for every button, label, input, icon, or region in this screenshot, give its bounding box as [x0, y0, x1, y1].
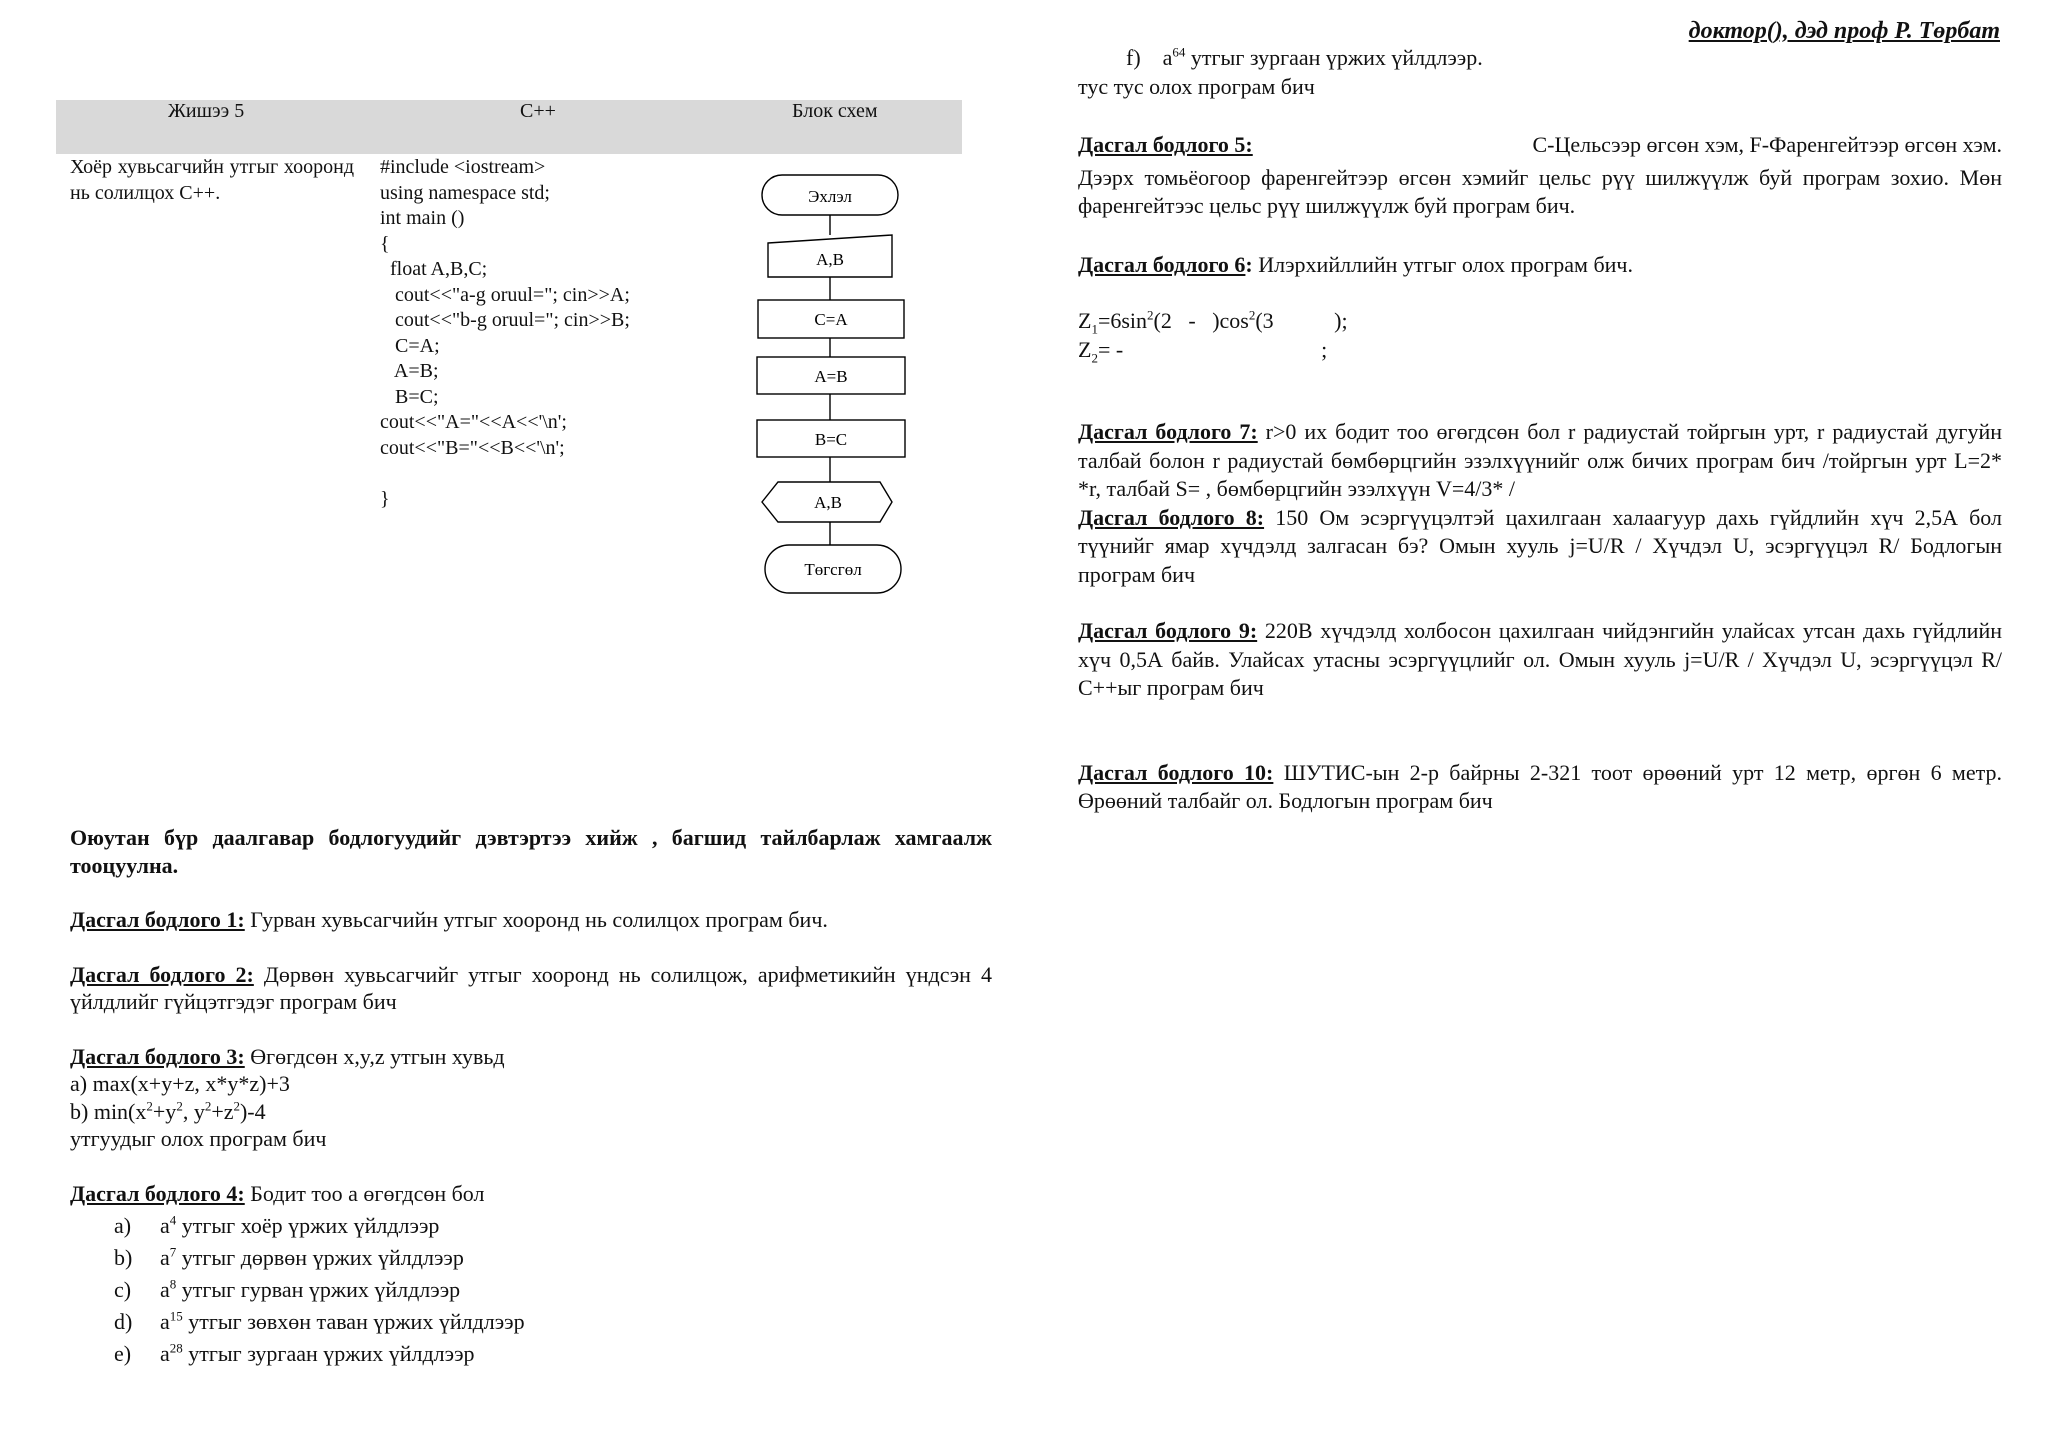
exercise-1 — [70, 906, 992, 934]
list-item-label: e) — [114, 1340, 132, 1366]
exercise-5-body: Дээрх томьёогоор фаренгейтээр өгсөн хэмийг цельс рүү шилжүүлж буй програм зохио. Мөн фаренгейтээс цельс рүү шилжүүлж буй програм бич. — [1078, 164, 2002, 218]
exercise-4 — [70, 1180, 992, 1208]
list-item-label: a) — [114, 1212, 132, 1238]
list-item-text: утгыг гурван үржих үйлдлээр — [176, 1276, 461, 1302]
formula-part: )-4 — [239, 1098, 266, 1124]
intro-instruction: Оюутан бүр даалгавар бодлогуудийг дэвтэртээ хийж , багшид тайлбарлаж хамгаалж тооцуулна. — [70, 825, 992, 878]
formula-exponent: 2 — [204, 1098, 212, 1114]
formula-subscript: 2 — [1091, 349, 1098, 365]
list-item-text: утгыг хоёр үржих үйлдлээр — [176, 1212, 440, 1238]
col-header-cpp: C++ — [520, 100, 556, 122]
exercise-7-text: r>0 их бодит тоо өгөгдсөн бол r радиустай тойргын урт, r радиустай дугуйн талбай болон r радиустай бөмбөрцгийн эзэлхүүнийг олж бичих програм бич /тойргын урт L=2* *r, талбай S= , бөмбөрцгийн эзэлхүүн V=4/3* / — [1078, 419, 2002, 501]
formula-part: (2 - )cos — [1153, 308, 1249, 333]
flow-step1-label: C=A — [814, 310, 848, 329]
formula-part: (3 ); — [1255, 308, 1348, 333]
flow-step2-label: A=B — [814, 367, 848, 386]
power-exponent: 8 — [169, 1276, 177, 1292]
code-line: cout<<"b-g oruul="; cin>>B; — [380, 309, 630, 331]
code-line: #include <iostream> — [380, 156, 546, 178]
exercise-2 — [70, 961, 992, 1016]
formula-exponent: 2 — [176, 1098, 183, 1114]
code-line: A=B; — [380, 360, 439, 382]
code-line: cout<<"a-g oruul="; cin>>A; — [380, 283, 630, 306]
code-line: } — [380, 487, 390, 510]
exercise-7 — [1078, 418, 2002, 504]
power-base: a — [160, 1276, 170, 1302]
formula-exponent: 2 — [146, 1098, 153, 1114]
power-exponent: 7 — [169, 1244, 177, 1260]
power-exponent: 15 — [169, 1308, 183, 1324]
list-item-text: утгыг дөрвөн үржих үйлдлээр — [176, 1244, 464, 1270]
flow-step3-label: B=C — [814, 430, 848, 449]
exercise-2-text: Дөрвөн хувьсагчийг утгыг хооронд нь солилцож, арифметикийн үндсэн 4 үйлдлийг гүйцэтгэдэг програм бич — [70, 961, 992, 1014]
col-header-example: Жишээ 5 — [168, 100, 245, 122]
code-line: C=A; — [380, 334, 440, 357]
code-line: cout<<"B="<<B<<'\n'; — [380, 436, 565, 459]
exercise-1-text: Гурван хувьсагчийн утгыг хооронд нь солилцох програм бич. — [244, 907, 828, 932]
exercise-3-line-b — [70, 1098, 992, 1126]
flow-input-label: A,B — [816, 250, 844, 269]
list-item-label: d) — [114, 1308, 133, 1334]
exercise-8 — [1078, 504, 2002, 590]
author-header: доктор(), дэд проф Р. Төрбат — [1688, 18, 2000, 44]
code-line: B=C; — [380, 385, 439, 408]
list-item-text: утгыг зургаан үржих үйлдлээр. — [1185, 45, 1483, 70]
exercise-3-title: Дасгал бодлого 3: — [70, 1043, 245, 1069]
list-item-label: c) — [114, 1276, 132, 1302]
code-line: using namespace std; — [380, 181, 550, 204]
formula-z1 — [1078, 307, 2002, 336]
exercise-3-outro: утгуудыг олох програм бич — [70, 1126, 327, 1151]
list-item-text: утгыг зөвхөн таван үржих үйлдлээр — [182, 1308, 525, 1334]
formula-part: = - ; — [1097, 336, 1328, 362]
exercise-10 — [1078, 759, 2002, 816]
list-item-label: f) — [1126, 45, 1141, 70]
power-base: a — [160, 1212, 170, 1238]
exercise-8-title: Дасгал бодлого 8: — [1078, 504, 1265, 530]
formula-part: Z — [1078, 308, 1092, 333]
exercise-6-title: Дасгал бодлого 6 — [1078, 251, 1246, 277]
list-item — [70, 1207, 992, 1239]
formula-part: +y — [152, 1098, 177, 1124]
exercise-9 — [1078, 617, 2002, 703]
code-line: cout<<"A="<<A<<'\n'; — [380, 411, 567, 433]
flow-end-label: Төгсгөл — [804, 560, 862, 579]
power-exponent: 64 — [1172, 44, 1186, 60]
power-base: a — [160, 1308, 170, 1334]
code-line: float A,B,C; — [380, 258, 488, 280]
formula-exponent: 2 — [233, 1098, 240, 1114]
exercise-6 — [1078, 251, 2002, 280]
formula-subscript: 1 — [1091, 321, 1098, 337]
flow-output-label: A,B — [814, 493, 842, 512]
formula-z2 — [1078, 336, 2002, 365]
list-item-text: утгыг зургаан үржих үйлдлээр — [182, 1340, 475, 1366]
exercise-10-title: Дасгал бодлого 10: — [1078, 759, 1274, 785]
formula-part: +z — [211, 1098, 234, 1124]
exercise-4-list — [70, 1207, 992, 1367]
list-item-label: b) — [114, 1244, 133, 1270]
code-line: int main () — [380, 207, 465, 229]
left-column — [70, 824, 992, 1367]
list-item — [70, 1303, 992, 1335]
formula-exponent: 2 — [1248, 307, 1256, 323]
exercise-6-text: Илэрхийллийн утгыг олох програм бич. — [1252, 251, 1633, 277]
exercise-7-title: Дасгал бодлого 7: — [1078, 419, 1258, 444]
exercise-3-line-a: a) max(x+y+z, x*y*z)+3 — [70, 1071, 290, 1096]
col-header-flowchart: Блок схем — [792, 100, 878, 122]
exercise-3 — [70, 1043, 992, 1071]
formula-part: =6sin — [1097, 308, 1148, 333]
exercise-9-text: 220В хүчдэлд холбосон цахилгаан чийдэнгийн улайсах утсан дахь гүйдлийн хүч 0,5А байв. Улайсах утасны эсэргүүцлийг ол. Омын хууль j=U/R / Хүчдэл U, эсэргүүцэл R/ С++ыг програм бич — [1078, 618, 2003, 700]
list-item — [70, 1271, 992, 1303]
power-exponent: 28 — [169, 1340, 183, 1356]
exercise-5-text: С-Цельсээр өгсөн хэм, F-Фаренгейтээр өгсөн хэм. — [1532, 132, 2002, 157]
formula-part: b) min(x — [70, 1098, 147, 1124]
code-line: { — [380, 232, 390, 255]
formula-part: Z — [1078, 336, 1092, 362]
power-base: a — [160, 1244, 170, 1270]
power-base: a — [1162, 45, 1173, 70]
exercise-4-text: Бодит тоо а өгөгдсөн бол — [244, 1180, 485, 1206]
list-item — [70, 1239, 992, 1271]
exercise-10-text: ШУТИС-ын 2-р байрны 2-321 тоот өрөөний урт 12 метр, өргөн 6 метр. Өрөөний талбайг ол. Бодлогын програм бич — [1078, 759, 2002, 813]
exercise-4-outro: тус тус олох програм бич — [1078, 73, 1315, 99]
power-exponent: 4 — [169, 1212, 177, 1228]
exercise-4-title: Дасгал бодлого 4: — [70, 1180, 245, 1206]
exercise-1-title: Дасгал бодлого 1: — [70, 907, 245, 932]
flowchart — [740, 165, 920, 605]
exercise-6-colon: : — [1245, 251, 1253, 277]
exercise-5-head — [1078, 131, 2002, 160]
formula-part: , y — [182, 1098, 205, 1124]
exercise-3-text: Өгөгдсөн x,y,z утгын хувьд — [244, 1043, 505, 1069]
example-description: Хоёр хувьсагчийн утгыг хооронд нь солилцох С++. — [70, 156, 354, 204]
code-line — [380, 461, 700, 487]
right-column — [1078, 44, 2002, 816]
code-listing — [380, 155, 700, 512]
exercise-5-title: Дасгал бодлого 5: — [1078, 132, 1253, 157]
exercise-8-text: 150 Ом эсэргүүцэлтэй цахилгаан халаагуур дахь гүйдлийн хүч 2,5А бол түүнийг ямар хүчдэлд залгасан бэ? Омын хууль j=U/R / Хүчдэл U, эсэргүүцэл R/ Бодлогын програм бич — [1078, 504, 2002, 587]
power-base: a — [160, 1340, 170, 1366]
flow-start-label: Эхлэл — [808, 187, 852, 206]
exercise-2-title: Дасгал бодлого 2: — [70, 961, 254, 987]
exercise-9-title: Дасгал бодлого 9: — [1078, 618, 1258, 643]
formula-exponent: 2 — [1147, 307, 1154, 323]
exercise-4-item-f — [1078, 44, 2002, 73]
list-item — [70, 1335, 992, 1367]
